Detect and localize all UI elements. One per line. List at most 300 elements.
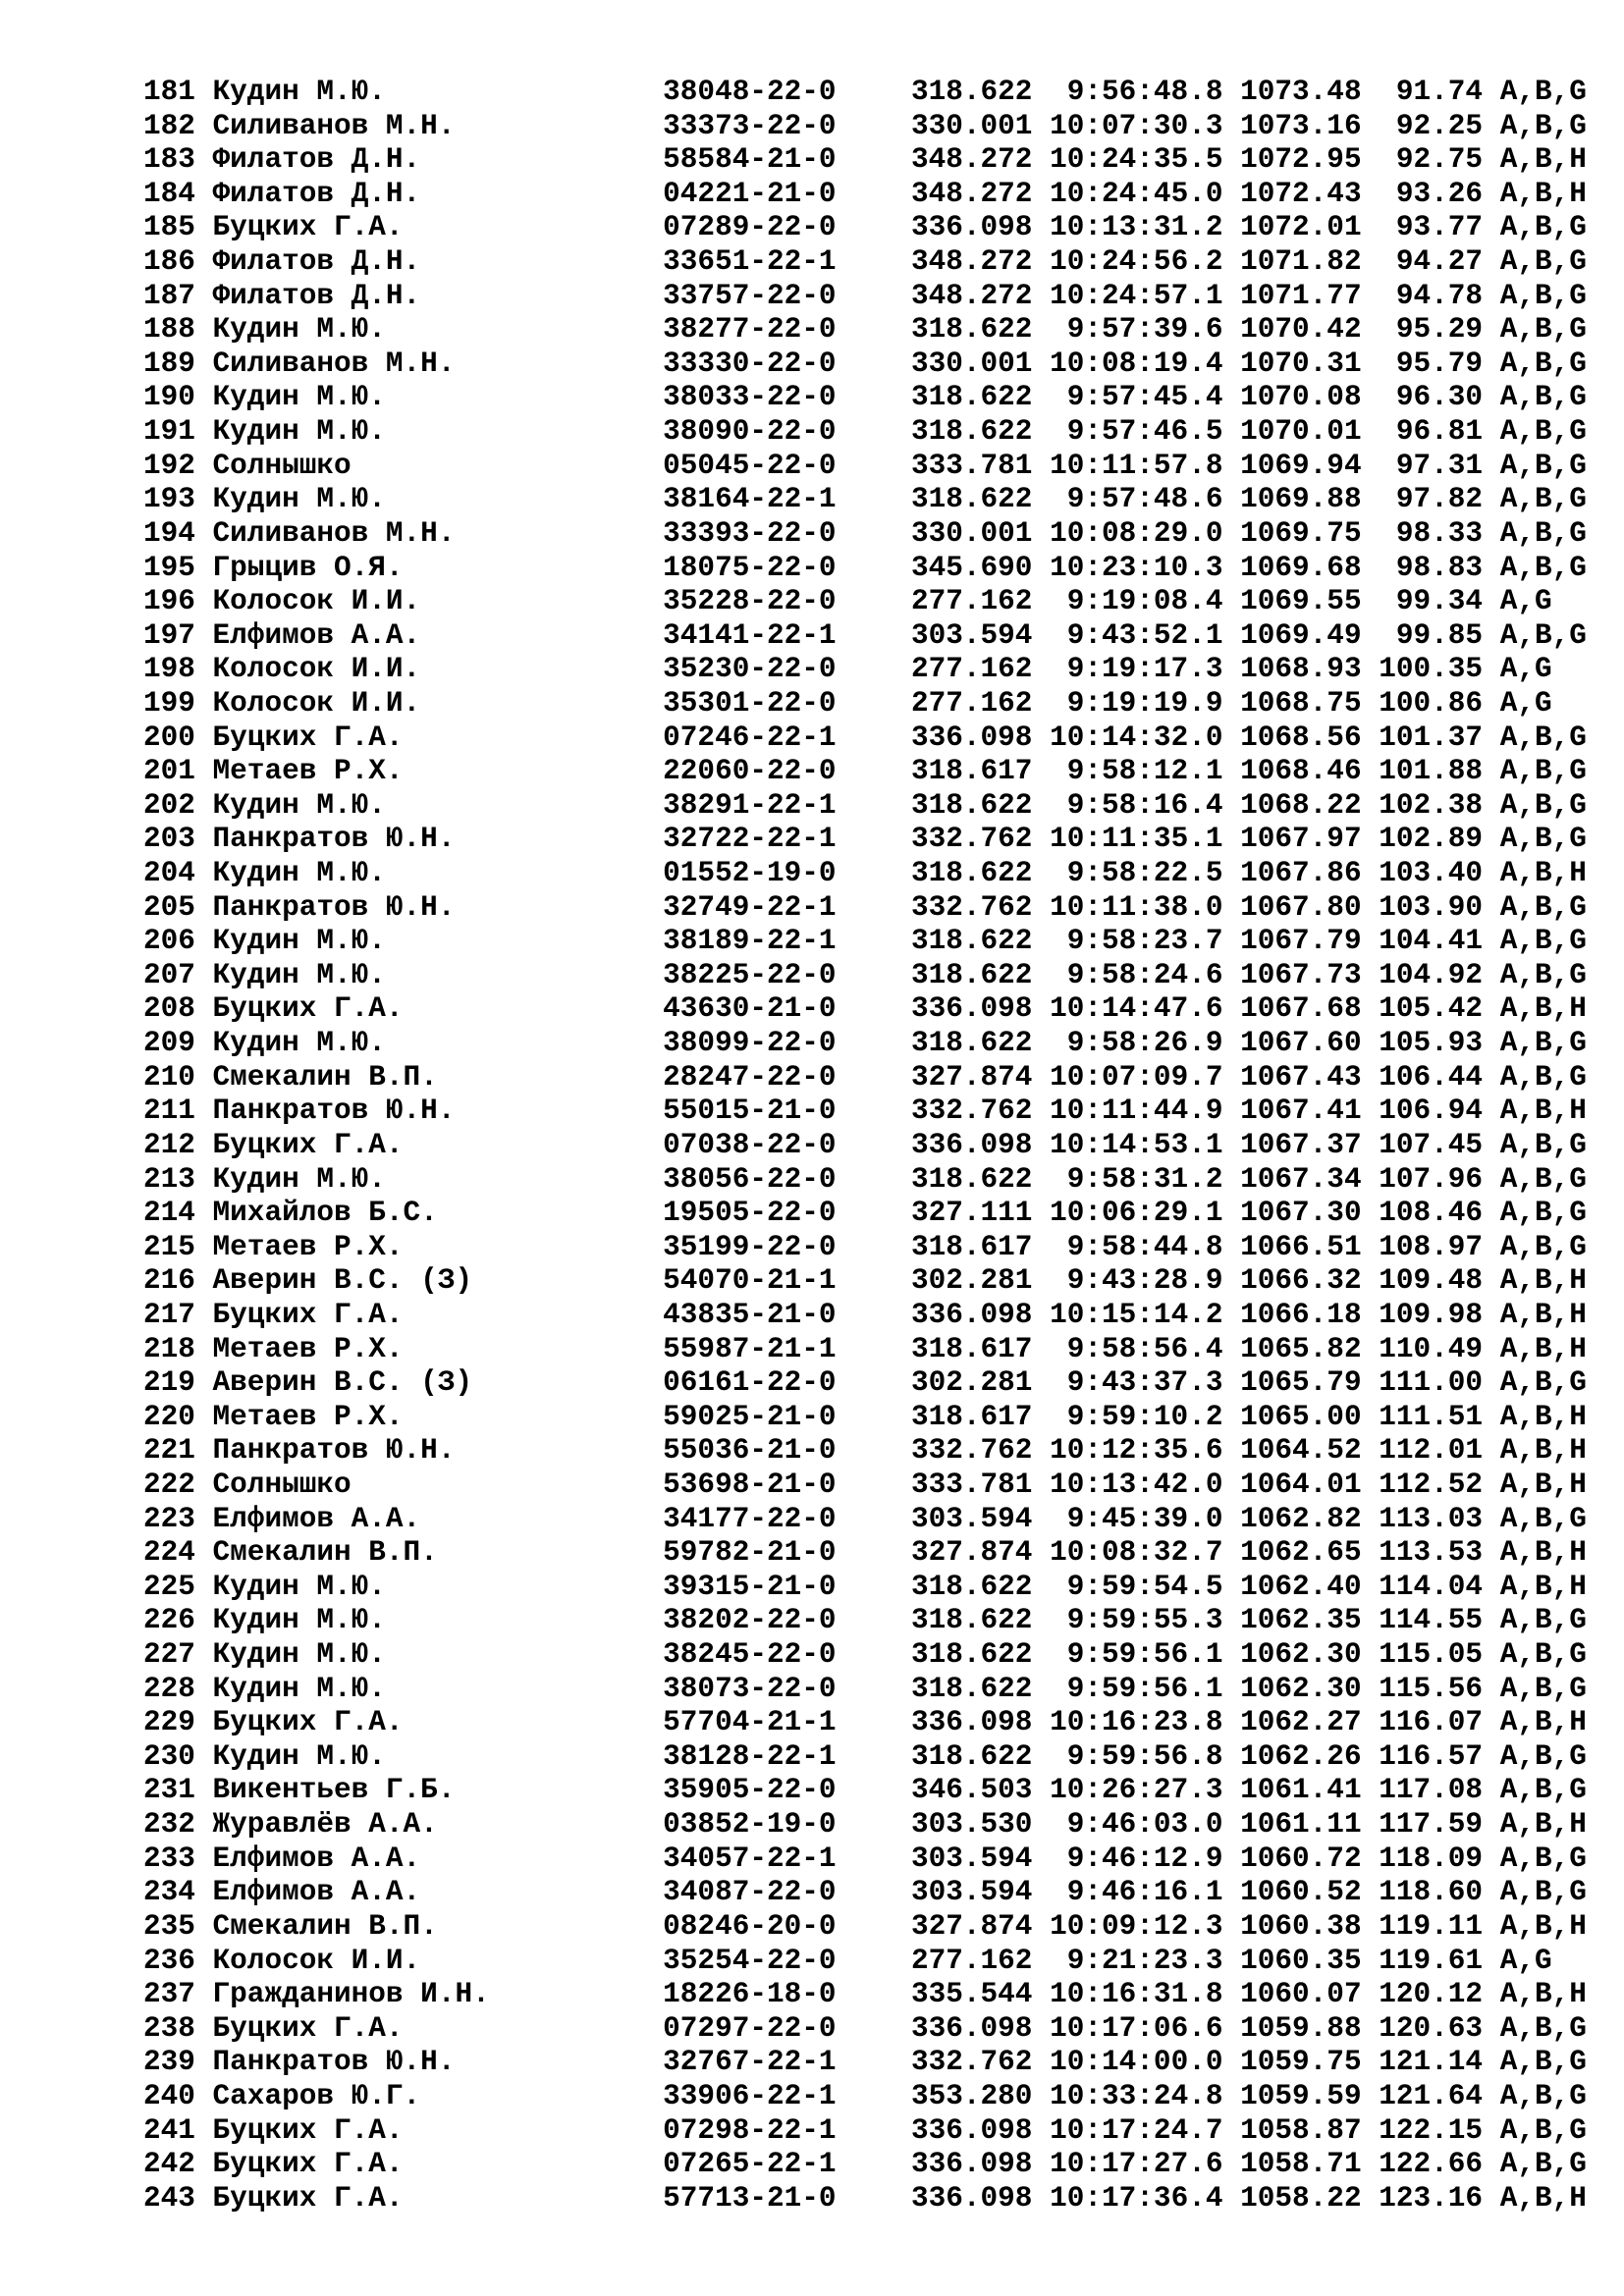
ring-number: 38277-22-0 [663,313,837,347]
place-number: 225 [143,1570,195,1603]
classes: A,B,G [1499,1230,1587,1263]
speed: 1072.95 [1240,143,1362,177]
fancier-name: Буцких Г.А. [212,721,404,754]
arrival-time: 9:19:19.9 [1066,686,1223,720]
ring-number: 32767-22-1 [663,2046,837,2079]
fancier-name: Буцких Г.А. [212,2148,404,2181]
distance: 348.272 [910,279,1033,312]
speed: 1067.34 [1240,1162,1362,1196]
ring-number: 55015-21-0 [663,1095,837,1128]
place-number: 227 [143,1638,195,1672]
table-row [143,2046,1587,2080]
place-number: 193 [143,483,195,516]
classes: A,B,H [1499,1264,1587,1298]
ring-number: 05045-22-0 [663,449,837,482]
arrival-time: 9:58:22.5 [1066,857,1223,890]
table-row [143,1876,1587,1910]
distance: 330.001 [910,109,1033,142]
classes: A,B,G [1499,2148,1587,2181]
fancier-name: Михайлов Б.С. [212,1197,438,1230]
ring-number: 33906-22-1 [663,2079,837,2112]
points: 94.27 [1395,245,1484,279]
arrival-time: 10:14:53.1 [1050,1128,1223,1161]
table-row [143,1128,1587,1163]
fancier-name: Силиванов М.Н. [212,109,456,142]
place-number: 203 [143,823,195,856]
distance: 303.594 [910,1842,1033,1875]
ring-number: 35230-22-0 [663,653,837,686]
table-row [143,2181,1587,2216]
speed: 1067.43 [1240,1060,1362,1094]
ring-number: 35228-22-0 [663,585,837,618]
place-number: 217 [143,1298,195,1331]
distance: 330.001 [910,347,1033,380]
points: 101.37 [1379,721,1484,754]
classes: A,B,G [1499,381,1587,414]
classes: A,B,H [1499,1434,1587,1468]
classes: A,B,G [1499,415,1587,449]
speed: 1069.49 [1240,618,1362,652]
speed: 1064.01 [1240,1468,1362,1501]
distance: 303.594 [910,618,1033,652]
points: 117.08 [1379,1774,1484,1807]
points: 113.53 [1379,1536,1484,1570]
table-row [143,415,1587,450]
distance: 336.098 [910,2181,1033,2215]
ring-number: 07038-22-0 [663,1128,837,1161]
fancier-name: Панкратов Ю.Н. [212,823,456,856]
ring-number: 38128-22-1 [663,1739,837,1773]
speed: 1071.82 [1240,245,1362,279]
table-row [143,1604,1587,1638]
place-number: 195 [143,551,195,584]
distance: 333.781 [910,1468,1033,1501]
fancier-name: Буцких Г.А. [212,1128,404,1161]
ring-number: 38056-22-0 [663,1162,837,1196]
speed: 1065.79 [1240,1366,1362,1400]
points: 119.61 [1379,1944,1484,1977]
ring-number: 33757-22-0 [663,279,837,312]
arrival-time: 10:33:24.8 [1050,2079,1223,2112]
classes: A,G [1499,585,1552,618]
arrival-time: 10:08:19.4 [1050,347,1223,380]
speed: 1068.46 [1240,755,1362,788]
ring-number: 38073-22-0 [663,1672,837,1705]
arrival-time: 10:17:27.6 [1050,2148,1223,2181]
fancier-name: Кудин М.Ю. [212,857,386,890]
points: 109.48 [1379,1264,1484,1298]
fancier-name: Аверин В.С. (З) [212,1264,473,1298]
ring-number: 57713-21-0 [663,2181,837,2215]
classes: A,B,G [1499,958,1587,991]
distance: 318.622 [910,1672,1033,1705]
speed: 1068.22 [1240,788,1362,822]
speed: 1067.97 [1240,823,1362,856]
place-number: 243 [143,2181,195,2215]
distance: 318.622 [910,415,1033,449]
ring-number: 38291-22-1 [663,788,837,822]
points: 100.86 [1379,686,1484,720]
points: 108.97 [1379,1230,1484,1263]
distance: 348.272 [910,245,1033,279]
place-number: 218 [143,1332,195,1365]
points: 94.78 [1395,279,1484,312]
classes: A,B,H [1499,1095,1587,1128]
place-number: 206 [143,925,195,958]
table-row [143,653,1552,687]
distance: 318.617 [910,755,1033,788]
fancier-name: Елфимов А.А. [212,618,421,652]
table-row [143,347,1587,382]
table-row [143,2011,1587,2047]
classes: A,B,G [1499,483,1587,516]
points: 93.77 [1395,211,1484,244]
place-number: 198 [143,653,195,686]
table-row [143,1060,1587,1095]
table-row [143,143,1587,178]
table-row [143,76,1587,110]
classes: A,B,G [1499,1502,1587,1535]
points: 118.60 [1379,1876,1484,1909]
table-row [143,992,1587,1027]
place-number: 185 [143,211,195,244]
table-row [143,1162,1587,1198]
table-row [143,1944,1552,1979]
table-row [143,1197,1587,1231]
classes: A,B,H [1499,1909,1587,1943]
table-row [143,788,1587,824]
fancier-name: Кудин М.Ю. [212,788,386,822]
classes: A,B,H [1499,1298,1587,1331]
speed: 1070.01 [1240,415,1362,449]
ring-number: 35301-22-0 [663,686,837,720]
table-row [143,1638,1587,1673]
ring-number: 35199-22-0 [663,1230,837,1263]
place-number: 239 [143,2046,195,2079]
ring-number: 35905-22-0 [663,1774,837,1807]
arrival-time: 9:43:52.1 [1066,618,1223,652]
arrival-time: 9:58:26.9 [1066,1027,1223,1060]
ring-number: 07246-22-1 [663,721,837,754]
points: 115.56 [1379,1672,1484,1705]
fancier-name: Буцких Г.А. [212,992,404,1026]
ring-number: 01552-19-0 [663,857,837,890]
speed: 1060.07 [1240,1978,1362,2011]
ring-number: 34177-22-0 [663,1502,837,1535]
fancier-name: Силиванов М.Н. [212,516,456,550]
points: 95.79 [1395,347,1484,380]
arrival-time: 9:56:48.8 [1066,76,1223,108]
classes: A,B,G [1499,890,1587,924]
distance: 303.530 [910,1808,1033,1842]
ring-number: 34087-22-0 [663,1876,837,1909]
points: 98.83 [1395,551,1484,584]
points: 121.14 [1379,2046,1484,2079]
points: 104.92 [1379,958,1484,991]
place-number: 229 [143,1706,195,1739]
points: 114.55 [1379,1604,1484,1637]
fancier-name: Грыцив О.Я. [212,551,404,584]
points: 101.88 [1379,755,1484,788]
distance: 302.281 [910,1366,1033,1400]
speed: 1067.37 [1240,1128,1362,1161]
speed: 1069.55 [1240,585,1362,618]
table-row [143,551,1587,586]
arrival-time: 10:13:42.0 [1050,1468,1223,1501]
distance: 318.622 [910,483,1033,516]
place-number: 186 [143,245,195,279]
speed: 1059.75 [1240,2046,1362,2079]
speed: 1068.93 [1240,653,1362,686]
place-number: 226 [143,1604,195,1637]
table-row [143,890,1587,926]
arrival-time: 9:58:31.2 [1066,1162,1223,1196]
place-number: 230 [143,1739,195,1773]
table-row [143,1774,1587,1808]
points: 122.66 [1379,2148,1484,2181]
table-row [143,1536,1587,1571]
speed: 1067.41 [1240,1095,1362,1128]
distance: 318.622 [910,1638,1033,1672]
classes: A,B,G [1499,516,1587,550]
speed: 1068.56 [1240,721,1362,754]
ring-number: 33393-22-0 [663,516,837,550]
classes: A,B,G [1499,347,1587,380]
place-number: 194 [143,516,195,550]
points: 97.82 [1395,483,1484,516]
distance: 277.162 [910,1944,1033,1977]
fancier-name: Буцких Г.А. [212,1706,404,1739]
arrival-time: 9:58:23.7 [1066,925,1223,958]
ring-number: 18075-22-0 [663,551,837,584]
speed: 1073.16 [1240,109,1362,142]
place-number: 237 [143,1978,195,2011]
arrival-time: 10:16:31.8 [1050,1978,1223,2011]
points: 96.81 [1395,415,1484,449]
classes: A,B,H [1499,992,1587,1026]
points: 115.05 [1379,1638,1484,1672]
ring-number: 39315-21-0 [663,1570,837,1603]
distance: 318.622 [910,925,1033,958]
fancier-name: Буцких Г.А. [212,1298,404,1331]
arrival-time: 10:07:09.7 [1050,1060,1223,1094]
ring-number: 38090-22-0 [663,415,837,449]
classes: A,B,G [1499,449,1587,482]
classes: A,B,G [1499,1027,1587,1060]
points: 96.30 [1395,381,1484,414]
classes: A,B,H [1499,1332,1587,1365]
speed: 1067.30 [1240,1197,1362,1230]
table-row [143,1400,1587,1435]
place-number: 215 [143,1230,195,1263]
fancier-name: Гражданинов И.Н. [212,1978,490,2011]
place-number: 200 [143,721,195,754]
table-row [143,925,1587,959]
distance: 353.280 [910,2079,1033,2112]
fancier-name: Метаев Р.Х. [212,1230,404,1263]
speed: 1067.79 [1240,925,1362,958]
ring-number: 38099-22-0 [663,1027,837,1060]
table-row [143,1808,1587,1842]
arrival-time: 9:21:23.3 [1066,1944,1223,1977]
fancier-name: Метаев Р.Х. [212,1332,404,1365]
distance: 318.622 [910,1570,1033,1603]
place-number: 240 [143,2079,195,2112]
distance: 336.098 [910,721,1033,754]
classes: A,B,G [1499,1366,1587,1400]
table-row [143,177,1587,212]
arrival-time: 10:08:32.7 [1050,1536,1223,1570]
table-row [143,483,1587,517]
place-number: 181 [143,76,195,108]
arrival-time: 10:23:10.3 [1050,551,1223,584]
speed: 1060.35 [1240,1944,1362,1977]
table-row [143,1502,1587,1537]
classes: A,B,G [1499,1162,1587,1196]
speed: 1072.01 [1240,211,1362,244]
points: 107.45 [1379,1128,1484,1161]
distance: 332.762 [910,823,1033,856]
distance: 327.874 [910,1536,1033,1570]
arrival-time: 10:12:35.6 [1050,1434,1223,1468]
arrival-time: 10:08:29.0 [1050,516,1223,550]
fancier-name: Кудин М.Ю. [212,1604,386,1637]
ring-number: 07297-22-0 [663,2011,837,2045]
points: 102.38 [1379,788,1484,822]
ring-number: 58584-21-0 [663,143,837,177]
classes: A,B,G [1499,551,1587,584]
speed: 1062.82 [1240,1502,1362,1535]
table-row [143,1739,1587,1775]
table-row [143,823,1587,857]
classes: A,B,G [1499,2079,1587,2112]
speed: 1069.94 [1240,449,1362,482]
place-number: 205 [143,890,195,924]
arrival-time: 10:14:00.0 [1050,2046,1223,2079]
arrival-time: 9:59:54.5 [1066,1570,1223,1603]
points: 112.52 [1379,1468,1484,1501]
classes: A,B,G [1499,313,1587,347]
classes: A,B,G [1499,823,1587,856]
arrival-time: 9:57:45.4 [1066,381,1223,414]
classes: A,G [1499,653,1552,686]
fancier-name: Кудин М.Ю. [212,925,386,958]
classes: A,G [1499,1944,1552,1977]
distance: 318.622 [910,1604,1033,1637]
table-row [143,1570,1587,1605]
table-row [143,686,1552,721]
arrival-time: 10:11:35.1 [1050,823,1223,856]
place-number: 232 [143,1808,195,1842]
place-number: 211 [143,1095,195,1128]
fancier-name: Журавлёв А.А. [212,1808,438,1842]
fancier-name: Кудин М.Ю. [212,76,386,108]
place-number: 182 [143,109,195,142]
fancier-name: Кудин М.Ю. [212,483,386,516]
points: 106.94 [1379,1095,1484,1128]
points: 97.31 [1395,449,1484,482]
speed: 1070.42 [1240,313,1362,347]
distance: 336.098 [910,211,1033,244]
fancier-name: Кудин М.Ю. [212,1570,386,1603]
classes: A,B,G [1499,1604,1587,1637]
distance: 332.762 [910,1095,1033,1128]
fancier-name: Смекалин В.П. [212,1060,438,1094]
fancier-name: Солнышко [212,449,352,482]
distance: 318.622 [910,76,1033,108]
points: 102.89 [1379,823,1484,856]
ring-number: 07265-22-1 [663,2148,837,2181]
speed: 1061.11 [1240,1808,1362,1842]
arrival-time: 10:11:38.0 [1050,890,1223,924]
classes: A,B,H [1499,1706,1587,1739]
fancier-name: Панкратов Ю.Н. [212,890,456,924]
table-row [143,279,1587,314]
arrival-time: 9:59:55.3 [1066,1604,1223,1637]
speed: 1067.80 [1240,890,1362,924]
points: 120.63 [1379,2011,1484,2045]
arrival-time: 9:46:03.0 [1066,1808,1223,1842]
speed: 1065.00 [1240,1400,1362,1433]
table-row [143,1672,1587,1707]
distance: 318.622 [910,1739,1033,1773]
arrival-time: 10:24:57.1 [1050,279,1223,312]
classes: A,B,G [1499,1060,1587,1094]
arrival-time: 10:13:31.2 [1050,211,1223,244]
fancier-name: Метаев Р.Х. [212,1400,404,1433]
fancier-name: Панкратов Ю.Н. [212,1434,456,1468]
points: 110.49 [1379,1332,1484,1365]
table-row [143,1027,1587,1061]
speed: 1067.60 [1240,1027,1362,1060]
classes: A,B,G [1499,2113,1587,2147]
table-row [143,1468,1587,1503]
speed: 1073.48 [1240,76,1362,108]
arrival-time: 9:19:08.4 [1066,585,1223,618]
fancier-name: Смекалин В.П. [212,1536,438,1570]
distance: 302.281 [910,1264,1033,1298]
points: 105.42 [1379,992,1484,1026]
points: 111.51 [1379,1400,1484,1433]
distance: 277.162 [910,585,1033,618]
speed: 1069.68 [1240,551,1362,584]
place-number: 221 [143,1434,195,1468]
speed: 1061.41 [1240,1774,1362,1807]
speed: 1072.43 [1240,177,1362,210]
distance: 335.544 [910,1978,1033,2011]
classes: A,B,H [1499,1978,1587,2011]
classes: A,B,H [1499,1536,1587,1570]
place-number: 234 [143,1876,195,1909]
ring-number: 59782-21-0 [663,1536,837,1570]
ring-number: 18226-18-0 [663,1978,837,2011]
classes: A,B,G [1499,1638,1587,1672]
speed: 1062.30 [1240,1672,1362,1705]
classes: A,B,G [1499,2046,1587,2079]
ring-number: 34141-22-1 [663,618,837,652]
fancier-name: Буцких Г.А. [212,2011,404,2045]
table-row [143,958,1587,993]
table-row [143,1264,1587,1299]
points: 93.26 [1395,177,1484,210]
distance: 345.690 [910,551,1033,584]
table-row [143,381,1587,415]
speed: 1067.73 [1240,958,1362,991]
place-number: 190 [143,381,195,414]
place-number: 188 [143,313,195,347]
ring-number: 54070-21-1 [663,1264,837,1298]
table-row [143,2148,1587,2182]
